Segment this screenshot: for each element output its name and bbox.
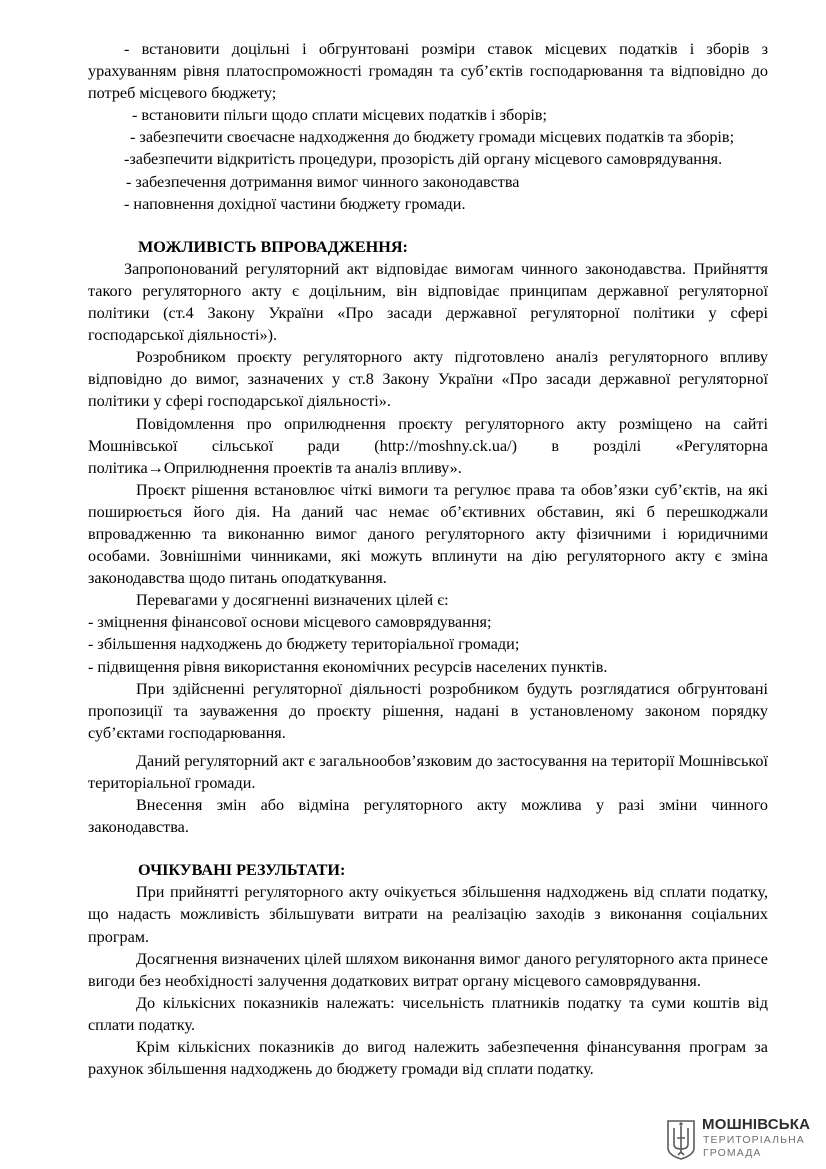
paragraph: Розробником проєкту регуляторного акту підготовлено аналіз регуляторного впливу відповідно до вимог, зазначених у ст.8 Закону України «Про засади державної регуляторної політики у сфері господарської діяльності». [88, 348, 768, 411]
goal-item: - забезпечити своєчасне надходження до бюджету громади місцевих податків та зборів; [130, 128, 735, 147]
goal-item: -забезпечити відкритість процедури, прозорість дій органу місцевого самоврядування. [124, 150, 723, 169]
paragraph: Проєкт рішення встановлює чіткі вимоги та регулює права та обов’язки суб’єктів, на які поширюється його дія. На даний час немає об’єктивних обставин, які б перешкоджали впровадженню та виконанню вимог даного регуляторного акту фізичними і юридичними особами. Зовнішніми чинниками, які можуть вплинути на дію регуляторного акту є зміна законодавства щодо питань оподаткування. [88, 480, 768, 588]
goal-item: - забезпечення дотримання вимог чинного законодавства [126, 172, 520, 191]
paragraph: Запропонований регуляторний акт відповідає вимогам чинного законодавства. Прийняття такого регуляторного акту є доцільним, він відповідає принципам державної регуляторної політики (ст.4 Закону України «Про засади державної регуляторної політики у сфері господарської діяльності»). [88, 259, 768, 345]
paragraph: При здійсненні регуляторної діяльності розробником будуть розглядатися обгрунтовані пропозиції та зауваження до проєкту рішення, надані в установленому законом порядку суб’єктами господарювання. [88, 679, 768, 742]
paragraph: Повідомлення про оприлюднення проєкту регуляторного акту розміщено на сайті Мошнівської сільської ради (http://moshny.ck.ua/) в розділі «Регуляторна політика→Оприлюднення проектів та аналіз впливу». [88, 414, 768, 477]
community-logo [666, 1114, 816, 1164]
goal-item: - встановити доцільні і обгрунтовані розміри ставок місцевих податків і зборів з урахуванням рівня платоспроможності громадян та суб’єктів господарювання та відповідно до потреб місцевого бюджету; [88, 40, 768, 103]
paragraph: Даний регуляторний акт є загальнообов’язковим до застосування на території Мошнівської територіальної громади. [88, 751, 768, 792]
advantage-item: - підвищення рівня використання економічних ресурсів населених пунктів. [88, 657, 608, 676]
section-heading-implementation: МОЖЛИВІСТЬ ВПРОВАДЖЕННЯ: [138, 237, 408, 256]
logo-subtitle-line2: ГРОМАДА [703, 1147, 762, 1159]
paragraph: Внесення змін або відміна регуляторного акту можлива у разі зміни чинного законодавства. [88, 796, 768, 837]
paragraph: Досягнення визначених цілей шляхом виконання вимог даного регуляторного акта принесе вигоди без необхідності залучення додаткових витрат органу місцевого самоврядування. [88, 949, 768, 990]
paragraph: До кількісних показників належать: чисельність платників податку та суми коштів від сплати податку. [88, 993, 768, 1034]
section-heading-results: ОЧІКУВАНІ РЕЗУЛЬТАТИ: [138, 861, 346, 880]
paragraph: Крім кількісних показників до вигод належить забезпечення фінансування програм за рахунок збільшення надходжень до бюджету громади від сплати податку. [88, 1038, 768, 1079]
trident-emblem-icon [666, 1118, 696, 1160]
document-page [88, 38, 768, 1080]
goal-item: - наповнення дохідної частини бюджету громади. [124, 194, 466, 213]
advantage-item: - збільшення надходжень до бюджету територіальної громади; [88, 635, 520, 654]
paragraph: Перевагами у досягненні визначених цілей є: [136, 591, 449, 610]
logo-subtitle-line1: ТЕРИТОРІАЛЬНА [703, 1134, 805, 1146]
paragraph: При прийнятті регуляторного акту очікується збільшення надходжень від сплати податку, що надасть можливість збільшувати витрати на реалізацію заходів з виконання соціальних програм. [88, 883, 768, 946]
goal-item: - встановити пільги щодо сплати місцевих податків і зборів; [132, 106, 548, 125]
logo-title: МОШНІВСЬКА [702, 1116, 811, 1133]
advantage-item: - зміцнення фінансової основи місцевого самоврядування; [88, 613, 492, 632]
